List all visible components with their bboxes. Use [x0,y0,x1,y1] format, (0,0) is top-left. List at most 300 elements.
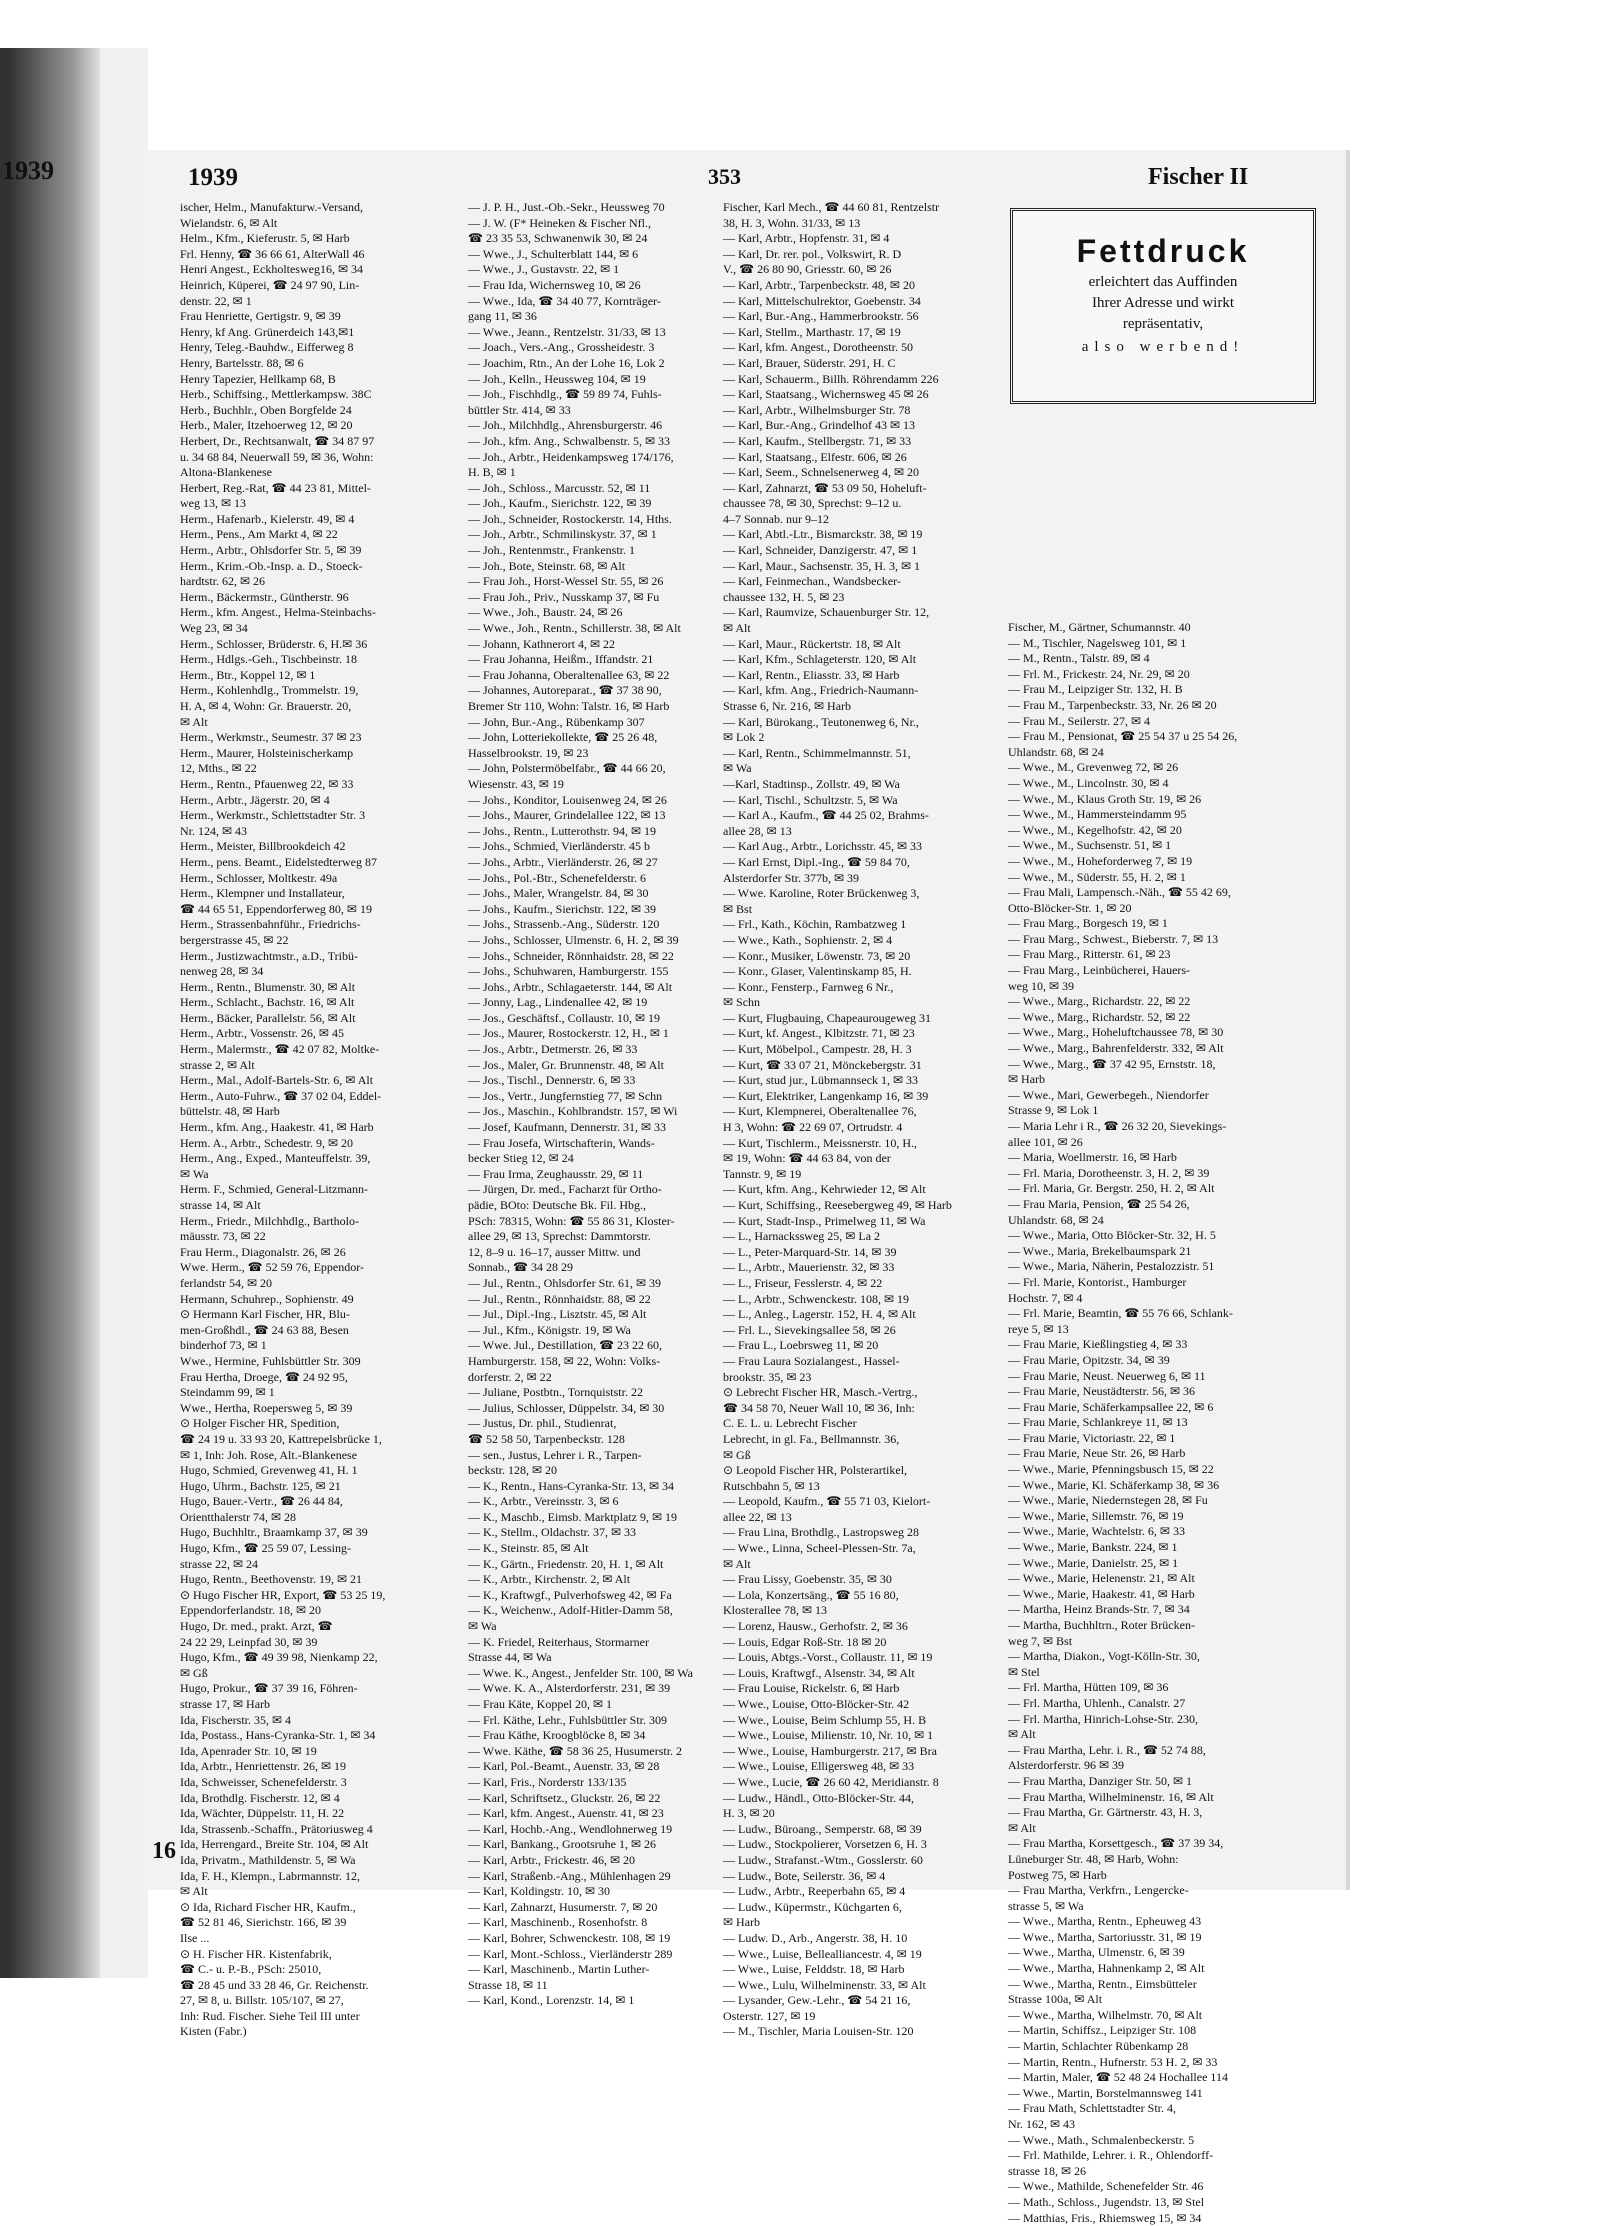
directory-entry-line: — Frau Marg., Borgesch 19, ✉ 1 [1008,916,1168,931]
directory-entry-line: nenweg 28, ✉ 34 [180,964,264,979]
directory-entry-line: — Frau Martha, Danziger Str. 50, ✉ 1 [1008,1773,1193,1788]
directory-entry-line: — Jul., Kfm., Königstr. 19, ✉ Wa [468,1322,631,1337]
directory-entry-line: Uhlandstr. 68, ✉ 24 [1008,744,1104,759]
directory-entry-line: — Joh., Milchhdlg., Ahrensburgerstr. 46 [468,418,663,433]
directory-entry-line: — Ludw., Strafanst.-Wtm., Gosslerstr. 60 [723,1852,923,1867]
directory-entry-line: — Wwe., Marie, Haakestr. 41, ✉ Harb [1008,1586,1195,1601]
directory-entry-line: — Konr., Fensterp., Farnweg 6 Nr., [723,979,894,994]
directory-entry-line: — Wwe., Martha, Wilhelmstr. 70, ✉ Alt [1008,2007,1203,2022]
directory-entry-line: — Frau Johanna, Oberaltenallee 63, ✉ 22 [468,667,670,682]
directory-entry-line: Herm., Auto-Fuhrw., ☎ 37 02 04, Eddel- [180,1088,382,1103]
directory-entry-line: — Johs., Pol.-Btr., Schenefelderstr. 6 [468,870,646,885]
directory-entry-line: —Karl, Stadtinsp., Zollstr. 49, ✉ Wa [723,776,900,791]
directory-entry-line: — Joh., kfm. Ang., Schwalbenstr. 5, ✉ 33 [468,433,671,448]
directory-entry-line: Ida, Postass., Hans-Cyranka-Str. 1, ✉ 34 [180,1728,376,1743]
directory-entry-line: Henry, Bartelsstr. 88, ✉ 6 [180,355,304,370]
directory-entry-line: Kisten (Fabr.) [180,2024,247,2039]
directory-entry-line: — Johs., Rentn., Lutterothstr. 94, ✉ 19 [468,823,657,838]
directory-entry-line: — Wwe., J., Gustavstr. 22, ✉ 1 [468,262,620,277]
directory-entry-line: ⊙ Hugo Fischer HR, Export, ☎ 53 25 19, [180,1587,386,1602]
directory-entry-line: ✉ 1, Inh: Joh. Rose, Alt.-Blankenese [180,1447,358,1462]
directory-entry-line: — John, Bur.-Ang., Rübenkamp 307 [468,714,645,729]
directory-entry-line: — Leopold, Kaufm., ☎ 55 71 03, Kielort- [723,1494,931,1509]
directory-entry-line: — Wwe., Marie, Helenenstr. 21, ✉ Alt [1008,1571,1195,1586]
directory-entry-line: — Karl, Fris., Norderstr 133/135 [468,1774,627,1789]
directory-entry-line: — Jos., Arbtr., Detmerstr. 26, ✉ 33 [468,1042,638,1057]
directory-entry-line: — Karl, Zahnarzt, Husumerstr. 7, ✉ 20 [468,1899,658,1914]
directory-entry-line: — Karl Ernst, Dipl.-Ing., ☎ 59 84 70, [723,854,910,869]
page-number: 353 [708,164,741,189]
directory-entry-line: — Wwe., Lulu, Wilhelminenstr. 33, ✉ Alt [723,1977,926,1992]
directory-entry-line: — Juliane, Postbtn., Tornquiststr. 22 [468,1385,643,1400]
directory-entry-line: — Wwe., Linna, Scheel-Plessen-Str. 7a, [723,1541,916,1556]
directory-entry-line: — Johs., Arbtr., Vierländerstr. 26, ✉ 27 [468,854,658,869]
directory-entry-line: — K., Rentn., Hans-Cyranka-Str. 13, ✉ 34 [468,1478,675,1493]
directory-entry-line: — Wwe., M., Klaus Groth Str. 19, ✉ 26 [1008,791,1202,806]
directory-entry-line: Herm., Schlacht., Bachstr. 16, ✉ Alt [180,995,355,1010]
directory-entry-line: Herm., Werkmstr., Seumestr. 37 ✉ 23 [180,730,362,745]
directory-entry-line: — Ludw., Bote, Seilerstr. 36, ✉ 4 [723,1868,886,1883]
directory-entry-line: — Karl, Schauerm., Billh. Röhrendamm 226 [723,371,939,386]
directory-entry-line: — Wwe., J., Schulterblatt 144, ✉ 6 [468,246,639,261]
directory-entry-line: Herm., Krim.-Ob.-Insp. a. D., Stoeck- [180,558,363,573]
directory-entry-line: — Frau Maria, Pension, ☎ 25 54 26, [1008,1196,1190,1211]
directory-entry-line: ☎ 28 45 und 33 28 46, Gr. Reichenstr. [180,1977,369,1992]
directory-entry-line: — Wwe., Martha, Sartoriusstr. 31, ✉ 19 [1008,1929,1202,1944]
directory-entry-line: C. E. L. u. Lebrecht Fischer [723,1416,857,1431]
directory-entry-line: strasse 2, ✉ Alt [180,1057,255,1072]
directory-entry-line: — Jul., Rentn., Ohlsdorfer Str. 61, ✉ 39 [468,1275,662,1290]
directory-entry-line: — Karl, Abtl.-Ltr., Bismarckstr. 38, ✉ 19 [723,527,923,542]
directory-entry-line: — Martha, Heinz Brands-Str. 7, ✉ 34 [1008,1602,1190,1617]
directory-entry-line: — Jul., Dipl.-Ing., Lisztstr. 45, ✉ Alt [468,1307,647,1322]
directory-entry-line: Wwe. Herm., ☎ 52 59 76, Eppendor- [180,1260,364,1275]
directory-entry-line: Herb., Maler, Itzehoerweg 12, ✉ 20 [180,418,353,433]
directory-entry-line: Herm. F., Schmied, General-Litzmann- [180,1182,368,1197]
directory-entry-line: Hochstr. 7, ✉ 4 [1008,1290,1083,1305]
directory-entry-line: Herm., Meister, Billbrookdeich 42 [180,839,346,854]
directory-entry-line: Heinrich, Küperei, ☎ 24 97 90, Lin- [180,277,360,292]
directory-entry-line: — Wwe., Joh., Baustr. 24, ✉ 26 [468,605,623,620]
directory-entry-line: — Wwe., Math., Schmalenbeckerstr. 5 [1008,2132,1195,2147]
directory-entry-line: — Jürgen, Dr. med., Facharzt für Ortho- [468,1182,662,1197]
directory-entry-line: — K., Gärtn., Friedenstr. 20, H. 1, ✉ Alt [468,1556,664,1571]
directory-entry-line: — Johs., Maurer, Grindelallee 122, ✉ 13 [468,808,666,823]
directory-entry-line: — L., Peter-Marquard-Str. 14, ✉ 39 [723,1244,897,1259]
directory-entry-line: — Wwe., Marg., Richardstr. 22, ✉ 22 [1008,994,1191,1009]
directory-entry-line: — K., Arbtr., Kirchenstr. 2, ✉ Alt [468,1572,631,1587]
directory-entry-line: Lebrecht, in gl. Fa., Bellmannstr. 36, [723,1431,900,1446]
directory-entry-line: gang 11, ✉ 36 [468,309,537,324]
directory-entry-line: Uhlandstr. 68, ✉ 24 [1008,1212,1104,1227]
directory-entry-line: Tannstr. 9, ✉ 19 [723,1166,802,1181]
directory-entry-line: — Lysander, Gew.-Lehr., ☎ 54 21 16, [723,1993,911,2008]
directory-entry-line: — Kurt, stud jur., Lübmannseck 1, ✉ 33 [723,1073,919,1088]
directory-entry-line: strasse 18, ✉ 26 [1008,2163,1087,2178]
directory-entry-line: ischer, Helm., Manufakturw.-Versand, [180,200,364,214]
directory-entry-line: — Justus, Dr. phil., Studienrat, [468,1416,617,1431]
directory-entry-line: — Lorenz, Hausw., Gerhofstr. 2, ✉ 36 [723,1619,908,1634]
directory-entry-line: — Joh., Arbtr., Schmilinskystr. 37, ✉ 1 [468,527,657,542]
directory-entry-line: Herb., Schiffsing., Mettlerkampsw. 38C [180,387,372,402]
directory-entry-line: Herm., Mal., Adolf-Bartels-Str. 6, ✉ Alt [180,1073,374,1088]
directory-entry-line: — Wwe., Marg., Richardstr. 52, ✉ 22 [1008,1009,1191,1024]
directory-entry-line: — K., Arbtr., Vereinsstr. 3, ✉ 6 [468,1494,619,1509]
directory-entry-line: — Frau Lissy, Goebenstr. 35, ✉ 30 [723,1572,892,1587]
directory-entry-line: Herm., Pens., Am Markt 4, ✉ 22 [180,527,338,542]
directory-entry-line: Herm., Hafenarb., Kielerstr. 49, ✉ 4 [180,511,355,526]
directory-entry-line: — Julius, Schlosser, Düppelstr. 34, ✉ 30 [468,1400,665,1415]
directory-entry-line: — Frl. M., Frickestr. 24, Nr. 29, ✉ 20 [1008,666,1190,681]
directory-entry-line: — Frau Martha, Lehr. i. R., ☎ 52 74 88, [1008,1742,1206,1757]
directory-entry-line: — Karl, kfm. Angest., Dorotheenstr. 50 [723,340,913,355]
directory-entry-line: ⊙ Ida, Richard Fischer HR, Kaufm., [180,1899,356,1914]
directory-entry-line: — Wwe., Marie, Bankstr. 224, ✉ 1 [1008,1540,1178,1555]
directory-entry-line: — Frau Martha, Verkfrn., Lengercke- [1008,1883,1189,1898]
directory-entry-line: — Frau Marg., Ritterstr. 61, ✉ 23 [1008,947,1171,962]
directory-entry-line: — Karl, Maur., Rückertstr. 18, ✉ Alt [723,636,901,651]
directory-entry-line: 38, H. 3, Wohn. 31/33, ✉ 13 [723,215,861,230]
directory-entry-line: Herbert, Dr., Rechtsanwalt, ☎ 34 87 97 [180,433,375,448]
directory-entry-line: — Martin, Maler, ☎ 52 48 24 Hochallee 114 [1008,2070,1228,2085]
directory-entry-line: — Wwe., Louise, Beim Schlump 55, H. B [723,1712,927,1727]
directory-entry-line: — Wwe., Luise, Felddstr. 18, ✉ Harb [723,1962,905,1977]
directory-entry-line: — Frau Martha, Gr. Gärtnerstr. 43, H. 3, [1008,1805,1203,1820]
directory-entry-line: bergerstrasse 45, ✉ 22 [180,932,289,947]
directory-entry-line: ⊙ Leopold Fischer HR, Polsterartikel, [723,1463,908,1478]
ad-title: Fettdruck [1076,233,1250,269]
directory-entry-line: Hamburgerstr. 158, ✉ 22, Wohn: Volks- [468,1353,661,1368]
directory-entry-line: Herm., Friedr., Milchhdlg., Bartholo- [180,1213,359,1228]
directory-entry-line: — Frl., Kath., Köchin, Rambatzweg 1 [723,917,907,932]
directory-entry-line: Hugo, Schmied, Grevenweg 41, H. 1 [180,1463,358,1478]
directory-entry-line: — Wwe., Louise, Hamburgerstr. 217, ✉ Bra [723,1743,937,1758]
directory-entry-line: — Kurt, Elektriker, Langenkamp 16, ✉ 39 [723,1088,929,1103]
directory-entry-line: weg 13, ✉ 13 [180,496,247,511]
directory-entry-line: binderhof 73, ✉ 1 [180,1338,267,1353]
directory-entry-line: Rutschbahn 5, ✉ 13 [723,1478,820,1493]
directory-entry-line: — Johs., Konditor, Louisenweg 24, ✉ 26 [468,792,667,807]
directory-entry-line: Herm., Bäcker, Parallelstr. 56, ✉ Alt [180,1010,356,1025]
directory-entry-line: H. A, ✉ 4, Wohn: Gr. Brauerstr. 20, [180,699,352,713]
directory-entry-line: ✉ Harb [723,1915,761,1930]
directory-entry-line: — Johann, Kathnerort 4, ✉ 22 [468,636,616,651]
directory-entry-line: — Wwe. Jul., Destillation, ☎ 23 22 60, [468,1338,663,1353]
directory-entry-line: PSch: 78315, Wohn: ☎ 55 86 31, Kloster- [468,1213,675,1228]
directory-entry-line: Henry, Teleg.-Bauhdw., Eifferweg 8 [180,340,354,355]
directory-entry-line: allee 29, ✉ 13, Sprechst: Dammtorstr. [468,1229,651,1244]
directory-entry-line: Hermann, Schuhrep., Sophienstr. 49 [180,1291,354,1306]
directory-entry-line: V., ☎ 26 80 90, Griesstr. 60, ✉ 26 [723,262,892,277]
directory-entry-line: Ida, Schweisser, Schenefelderstr. 3 [180,1774,347,1789]
directory-entry-line: — Martin, Schlachter Rübenkamp 28 [1008,2039,1189,2054]
directory-entry-line: — Karl, Brauer, Süderstr. 291, H. C [723,355,896,370]
directory-entry-line: Hugo, Kfm., ☎ 49 39 98, Nienkamp 22, [180,1650,378,1665]
directory-entry-line: Herm., kfm. Angest., Helma-Steinbachs- [180,605,376,620]
directory-entry-line: Herm., Werkmstr., Schlettstadter Str. 3 [180,808,366,823]
directory-entry-line: — Karl, Maschinenb., Martin Luther- [468,1962,650,1977]
directory-entry-line: — Wwe., Luise, Bellealliancestr. 4, ✉ 19 [723,1946,922,1961]
directory-entry-line: — Wwe., Marg., ☎ 37 42 95, Ernststr. 18, [1008,1056,1216,1071]
directory-entry-line: — Karl, Arbtr., Tarpenbeckstr. 48, ✉ 20 [723,277,915,292]
directory-entry-line: — Wwe., Marie, Kl. Schäferkamp 38, ✉ 36 [1008,1477,1220,1492]
directory-entry-line: — Joach., Vers.-Ang., Grossheidestr. 3 [468,340,655,355]
directory-entry-line: — Frau Marie, Victoriastr. 22, ✉ 1 [1008,1430,1176,1445]
directory-entry-line: — Wwe., Martha, Ulmenstr. 6, ✉ 39 [1008,1945,1185,1960]
directory-entry-line: — Kurt, Möbelpol., Campestr. 28, H. 3 [723,1042,912,1057]
directory-entry-line: Herm., Rentn., Pfauenweg 22, ✉ 33 [180,776,354,791]
directory-entry-line: — Jos., Tischl., Dennerstr. 6, ✉ 33 [468,1073,636,1088]
directory-entry-line: — Kurt, Tischlerm., Meissnerstr. 10, H., [723,1135,918,1150]
directory-entry-line: — Frau Marie, Opitzstr. 34, ✉ 39 [1008,1352,1170,1367]
directory-entry-line: — Joh., Fischhdlg., ☎ 59 89 74, Fuhls- [468,387,662,402]
directory-entry-line: Strasse 100a, ✉ Alt [1008,1992,1103,2007]
directory-entry-line: ✉ Harb [1008,1072,1046,1087]
directory-entry-line: — Frau Joh., Horst-Wessel Str. 55, ✉ 26 [468,574,664,589]
directory-entry-line: Herm., Btr., Koppel 12, ✉ 1 [180,667,316,682]
directory-entry-line: 24 22 29, Leinpfad 30, ✉ 39 [180,1634,318,1649]
directory-entry-line: — Frau Joh., Priv., Nusskamp 37, ✉ Fu [468,589,660,604]
directory-entry-line: — Frau Marg., Schwest., Bieberstr. 7, ✉ 13 [1008,931,1219,946]
directory-entry-line: ☎ 44 65 51, Eppendorferweg 80, ✉ 19 [180,901,372,916]
directory-entry-line: ☎ C.- u. P.-B., PSch: 25010, [180,1962,322,1977]
directory-entry-line: — Wwe., Louise, Otto-Blöcker-Str. 42 [723,1697,910,1711]
directory-entry-line: — Louis, Edgar Roß-Str. 18 ✉ 20 [723,1634,887,1649]
directory-entry-line: weg 10, ✉ 39 [1008,978,1075,993]
directory-entry-line: — Frau Marie, Kießlingstieg 4, ✉ 33 [1008,1337,1188,1352]
directory-entry-line: — Frau Louise, Rickelstr. 6, ✉ Harb [723,1681,900,1696]
directory-entry-line: — Joachim, Rtn., An der Lohe 16, Lok 2 [468,355,665,370]
directory-entry-line: Herm., Strassenbahnführ., Friedrichs- [180,917,361,932]
directory-entry-line: allee 101, ✉ 26 [1008,1134,1083,1149]
directory-entry-line: — Karl, kfm. Ang., Friedrich-Naumann- [723,683,919,698]
directory-entry-line: — Johs., Schuhwaren, Hamburgerstr. 155 [468,964,669,979]
ad-line: erleichtert das Auffinden [1088,274,1238,290]
directory-entry-line: — Karl, Feinmechan., Wandsbecker- [723,574,901,589]
advertisement-box [1010,208,1316,404]
directory-entry-line: — Ludw., Büroang., Semperstr. 68, ✉ 39 [723,1821,922,1836]
directory-entry-line: — Wwe., Joh., Rentn., Schillerstr. 38, ✉ Alt [468,621,681,636]
directory-entry-line: — Karl, Kaufm., Stellbergstr. 71, ✉ 33 [723,433,912,448]
directory-entry-line: — Jul., Rentn., Rönnhaidstr. 88, ✉ 22 [468,1291,651,1306]
directory-entry-line: u. 34 68 84, Neuerwall 59, ✉ 36, Wohn: [180,449,374,464]
directory-entry-line: — Ludw., Küpermstr., Küchgarten 6, [723,1899,902,1914]
directory-entry-line: beckstr. 128, ✉ 20 [468,1463,558,1478]
directory-entry-line: büttelstr. 48, ✉ Harb [180,1104,280,1119]
directory-entry-line: — Frau Josefa, Wirtschafterin, Wands- [468,1135,655,1150]
directory-entry-line: dorferstr. 2, ✉ 22 [468,1369,552,1384]
directory-entry-line: Orientthalerstr 74, ✉ 28 [180,1509,297,1524]
directory-column-3 [723,200,1008,2040]
directory-entry-line: — Johs., Arbtr., Schlagaeterstr. 144, ✉ Alt [468,979,673,994]
directory-entry-line: Herm., Bäckermstr., Güntherstr. 96 [180,589,349,604]
directory-entry-line: strasse 22, ✉ 24 [180,1556,259,1571]
directory-entry-line: Strasse 9, ✉ Lok 1 [1008,1103,1099,1118]
directory-entry-line: — Joh., Bote, Steinstr. 68, ✉ Alt [468,558,626,573]
directory-entry-line: Ida, Strassenb.-Schaffn., Prätoriusweg 4 [180,1821,373,1836]
directory-entry-line: ✉ Alt [180,1884,208,1899]
directory-entry-line: Frau Henriette, Gertigstr. 9, ✉ 39 [180,309,341,324]
directory-entry-line: chaussee 78, ✉ 30, Sprechst: 9–12 u. [723,496,902,511]
directory-entry-line: brookstr. 35, ✉ 23 [723,1369,812,1384]
directory-entry-line: — Kurt, Schiffsing., Reesebergweg 49, ✉ Harb [723,1198,952,1212]
directory-entry-line: — Karl, Dr. rer. pol., Volkswirt, R. D [723,246,902,261]
directory-entry-line: Herm., Kohlenhdlg., Trommelstr. 19, [180,683,359,698]
directory-entry-line: Frau Hertha, Droege, ☎ 24 92 95, [180,1369,348,1384]
directory-entry-line: H 3, Wohn: ☎ 22 69 07, Ortrudstr. 4 [723,1120,903,1135]
directory-entry-line: — Frau Marie, Schäferkampsallee 22, ✉ 6 [1008,1399,1214,1414]
directory-entry-line: — John, Lotteriekollekte, ☎ 25 26 48, [468,730,658,745]
directory-entry-line: — Frl. Martha, Hinrich-Lohse-Str. 230, [1008,1711,1198,1726]
directory-entry-line: — Frl. Maria, Dorotheenstr. 3, H. 2, ✉ 39 [1008,1165,1210,1180]
directory-entry-line: — Frau Irma, Zeughausstr. 29, ✉ 11 [468,1166,644,1181]
bottom-page-marker: 16 [152,1838,176,1864]
directory-entry-line: — Wwe., Marie, Danielstr. 25, ✉ 1 [1008,1555,1179,1570]
directory-entry-line: Sonnab., ☎ 34 28 29 [468,1260,573,1275]
directory-entry-line: — J. W. (F* Heineken & Fischer Nfl., [468,215,651,230]
directory-entry-line: — Maria, Woellmerstr. 16, ✉ Harb [1008,1150,1177,1165]
directory-entry-line: Hugo, Prokur., ☎ 37 39 16, Föhren- [180,1681,358,1696]
directory-entry-line: — Karl, Bohrer, Schwenckestr. 108, ✉ 19 [468,1930,671,1945]
directory-entry-line: — Karl, Tischl., Schultzstr. 5, ✉ Wa [723,792,898,807]
directory-entry-line: Ida, Wächter, Düppelstr. 11, H. 22 [180,1806,345,1821]
directory-entry-line: — Frau Marie, Neustädterstr. 56, ✉ 36 [1008,1384,1196,1399]
directory-entry-line: — Joh., Arbtr., Heidenkampsweg 174/176, [468,449,674,464]
directory-entry-line: ferlandstr 54, ✉ 20 [180,1275,273,1290]
directory-entry-line: — Karl, Bur.-Ang., Hammerbrookstr. 56 [723,309,919,324]
directory-entry-line: denstr. 22, ✉ 1 [180,293,252,308]
directory-entry-line: — Karl, Seem., Schnelsenerweg 4, ✉ 20 [723,465,920,480]
directory-entry-line: mäusstr. 73, ✉ 22 [180,1229,266,1244]
directory-entry-line: Helm., Kfm., Kieferustr. 5, ✉ Harb [180,231,350,246]
directory-entry-line: allee 22, ✉ 13 [723,1509,792,1524]
directory-entry-line: — Frau Marie, Neust. Neuerweg 6, ✉ 11 [1008,1368,1206,1383]
directory-entry-line: ☎ 23 35 53, Schwanenwik 30, ✉ 24 [468,231,648,246]
directory-entry-line: Steindamm 99, ✉ 1 [180,1385,275,1400]
directory-entry-line: — Joh., Schneider, Rostockerstr. 14, Hths. [468,511,672,526]
directory-entry-line: — L., Arbtr., Mauerienstr. 32, ✉ 33 [723,1260,895,1275]
directory-entry-line: Otto-Blöcker-Str. 1, ✉ 20 [1008,900,1132,915]
directory-entry-line: — Frau Martha, Korsettgesch., ☎ 37 39 34, [1008,1836,1224,1851]
directory-entry-line: Henri Angest., Eckholtesweg16, ✉ 34 [180,262,364,277]
directory-entry-line: — Matthias, Fris., Rhiemsweg 15, ✉ 34 [1008,2210,1202,2225]
directory-entry-line: — Karl A., Kaufm., ☎ 44 25 02, Brahms- [723,808,929,823]
directory-entry-line: Herm., Justizwachtmstr., a.D., Tribü- [180,948,358,963]
directory-entry-line: — Jonny, Lag., Lindenallee 42, ✉ 19 [468,995,648,1010]
directory-entry-line: Herb., Buchhlr., Oben Borgfelde 24 [180,402,352,417]
directory-entry-line: — Konr., Musiker, Löwenstr. 73, ✉ 20 [723,948,911,963]
directory-entry-line: ✉ Wa [723,761,752,776]
directory-entry-line: Wwe., Hertha, Roepersweg 5, ✉ 39 [180,1400,353,1415]
directory-entry-line: — Kurt, kf. Angest., Klbitzstr. 71, ✉ 23 [723,1026,915,1041]
directory-entry-line: strasse 14, ✉ Alt [180,1198,261,1212]
directory-entry-line: — Louis, Abtgs.-Vorst., Collaustr. 11, ✉ 19 [723,1650,933,1665]
directory-entry-line: — Wwe., M., Lincolnstr. 30, ✉ 4 [1008,775,1169,790]
directory-entry-line: Herm., Malermstr., ☎ 42 07 82, Moltke- [180,1042,380,1057]
directory-entry-line: Hugo, Dr. med., prakt. Arzt, ☎ [180,1619,333,1634]
directory-entry-line: — Jos., Maurer, Rostockerstr. 12, H., ✉ 1 [468,1026,669,1041]
directory-entry-line: strasse 5, ✉ Wa [1008,1898,1084,1913]
directory-entry-line: — Wwe., Mari, Gewerbegeh., Niendorfer [1008,1087,1209,1102]
directory-entry-line: — K., Kraftwgf., Pulverhofsweg 42, ✉ Fa [468,1587,672,1602]
directory-entry-line: Wiesenstr. 43, ✉ 19 [468,776,564,791]
binding-shadow [0,48,100,1978]
directory-entry-line: — Johannes, Autoreparat., ☎ 37 38 90, [468,683,662,698]
directory-entry-line: — Frau Käthe, Kroogblöcke 8, ✉ 34 [468,1728,646,1743]
directory-entry-line: ✉ 19, Wohn: ☎ 44 63 84, von der [723,1151,891,1166]
directory-entry-line: — Wwe., M., Hoheforderweg 7, ✉ 19 [1008,853,1193,868]
directory-entry-line: Ida, Herrengard., Breite Str. 104, ✉ Alt [180,1837,369,1852]
directory-entry-line: — Wwe., Lucie, ☎ 26 60 42, Meridianstr. 8 [723,1774,939,1789]
directory-entry-line: ⊙ H. Fischer HR. Kistenfabrik, [180,1946,332,1961]
directory-entry-line: Osterstr. 127, ✉ 19 [723,2008,816,2023]
directory-entry-line: büttler Str. 414, ✉ 33 [468,402,571,417]
directory-entry-line: — Karl, Bürokang., Teutonenweg 6, Nr., [723,714,919,729]
directory-entry-line: — Frau Martha, Wilhelminenstr. 16, ✉ Alt [1008,1789,1214,1804]
directory-entry-line: H. 3, ✉ 20 [723,1806,775,1821]
directory-entry-line: — Karl, Arbtr., Frickestr. 46, ✉ 20 [468,1852,636,1867]
directory-entry-line: — Karl, Maur., Sachsenstr. 35, H. 3, ✉ 1 [723,558,921,573]
directory-entry-line: Wwe., Hermine, Fuhlsbüttler Str. 309 [180,1353,361,1368]
directory-entry-line: — Jos., Geschäftsf., Collaustr. 10, ✉ 19 [468,1010,661,1025]
directory-entry-line: Herbert, Reg.-Rat, ☎ 44 23 81, Mittel- [180,480,371,495]
directory-entry-line: — Karl, Arbtr., Hopfenstr. 31, ✉ 4 [723,231,890,246]
directory-entry-line: — K., Stellm., Oldachstr. 37, ✉ 33 [468,1525,637,1540]
directory-entry-line: Herm., Schlosser, Brüderstr. 6, H.✉ 36 [180,636,368,651]
page-header-year: 1939 [188,164,238,191]
directory-entry-line: — Wwe. Käthe, ☎ 58 36 25, Husumerstr. 2 [468,1743,683,1758]
directory-entry-line: Eppendorferlandstr. 18, ✉ 20 [180,1603,322,1618]
directory-entry-line: Hugo, Uhrm., Bachstr. 125, ✉ 21 [180,1478,341,1493]
directory-entry-line: — Karl, Kfm., Schlageterstr. 120, ✉ Alt [723,652,917,667]
directory-entry-line: Lüneburger Str. 48, ✉ Harb, Wohn: [1008,1851,1179,1866]
directory-entry-line: Weg 23, ✉ 34 [180,621,248,636]
directory-entry-line: — Maria Lehr i R., ☎ 26 32 20, Sievekings- [1008,1119,1227,1133]
directory-entry-line: — Wwe., M., Hammersteindamm 95 [1008,807,1187,822]
directory-entry-line: Herm., pens. Beamt., Eidelstedterweg 87 [180,854,377,869]
directory-entry-line: — Jos., Maschin., Kohlbrandstr. 157, ✉ Wi [468,1104,678,1119]
left-page-edge [0,48,148,1978]
directory-entry-line: 4–7 Sonnab. nur 9–12 [723,511,829,526]
directory-entry-line: — Karl, Bur.-Ang., Grindelhof 43 ✉ 13 [723,418,916,433]
directory-entry-line: — Ludw., Stockpolierer, Vorsetzen 6, H. 3 [723,1837,927,1852]
page-header-name: Fischer II [1148,164,1249,190]
directory-entry-line: — Frau Laura Sozialangest., Hassel- [723,1353,900,1368]
directory-entry-line: — sen., Justus, Lehrer i. R., Tarpen- [468,1447,642,1462]
directory-entry-line: 12, Mths., ✉ 22 [180,761,257,776]
directory-entry-line: Inh: Rud. Fischer. Siehe Teil III unter [180,2008,360,2023]
directory-entry-line: — Frl. Martha, Hütten 109, ✉ 36 [1008,1680,1169,1695]
directory-entry-line: Bremer Str 110, Wohn: Talstr. 16, ✉ Harb [468,699,670,713]
directory-entry-line: Herm., Hdlgs.-Geh., Tischbeinstr. 18 [180,652,357,667]
directory-entry-line: — Kurt, Klempnerei, Oberaltenallee 76, [723,1104,917,1119]
directory-entry-line: — Karl, Koldingstr. 10, ✉ 30 [468,1884,611,1899]
directory-entry-line: — M., Tischler, Maria Louisen-Str. 120 [723,2024,914,2039]
directory-entry-line: H. B, ✉ 1 [468,465,516,480]
directory-entry-line: — Karl, Staatsang., Elfestr. 606, ✉ 26 [723,449,907,464]
directory-entry-line: — Frl. Marie, Beamtin, ☎ 55 76 66, Schlank- [1008,1306,1233,1321]
directory-entry-line: Ida, F. H., Klempn., Labrmannstr. 12, [180,1868,361,1883]
directory-entry-line: — Frau Johanna, Heißm., Iffandstr. 21 [468,652,654,667]
directory-entry-line: ✉ Wa [468,1619,497,1634]
directory-entry-line: ✉ Alt [1008,1727,1036,1742]
directory-entry-line: — Joh., Schloss., Marcusstr. 52, ✉ 11 [468,480,651,495]
directory-entry-line: — Frl. Mathilde, Lehrer. i. R., Ohlendorff- [1008,2148,1214,2163]
directory-entry-line: — Frau L., Loebrsweg 11, ✉ 20 [723,1338,879,1353]
directory-entry-line: — K., Steinstr. 85, ✉ Alt [468,1541,589,1556]
directory-entry-line: Ida, Privatm., Mathildenstr. 5, ✉ Wa [180,1852,356,1867]
directory-entry-line: Ilse ... [180,1930,210,1945]
